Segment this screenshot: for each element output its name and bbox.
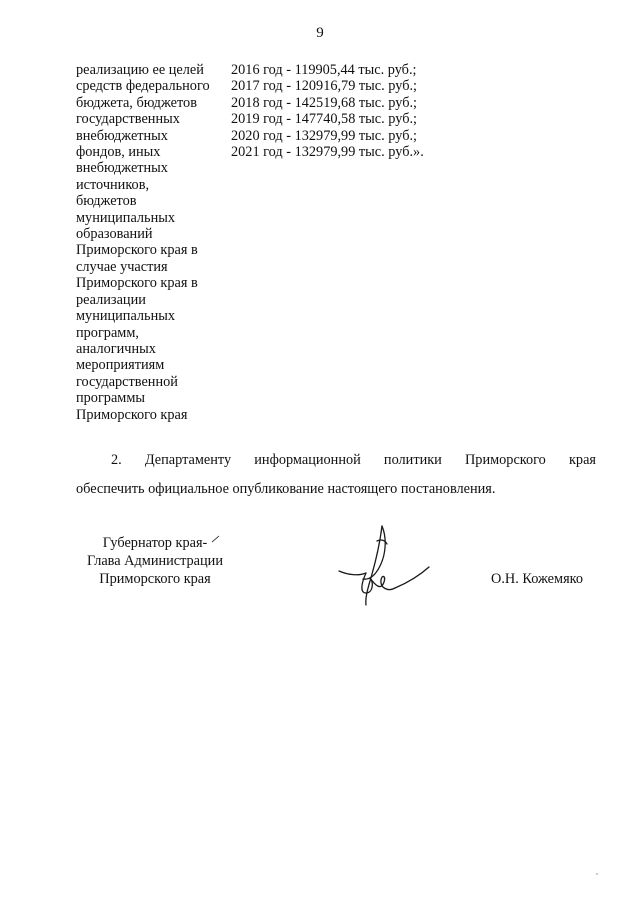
pen-tick-mark <box>211 535 221 543</box>
funding-source-line: аналогичных <box>76 340 156 357</box>
funding-source-line: государственных <box>76 111 180 128</box>
funding-source-line: внебюджетных <box>76 127 168 144</box>
funding-amount-line: 2016 год - 119905,44 тыс. руб.; <box>231 62 417 78</box>
funding-source-line: программы <box>76 390 146 407</box>
publication-order-paragraph: 2. Департаменту информационной политики Приморского края <box>111 452 596 468</box>
funding-source-line: средств федерального <box>76 78 210 95</box>
funding-source-line: случае участия <box>76 258 168 275</box>
funding-source-line: Приморского края <box>76 406 188 423</box>
funding-source-line: бюджетов <box>76 193 137 210</box>
funding-source-line: программ, <box>76 324 139 341</box>
funding-amount-line: 2017 год - 120916,79 тыс. руб.; <box>231 78 418 95</box>
funding-source-line: бюджета, бюджетов <box>76 94 197 111</box>
funding-amount-line: 2018 год - 142519,68 тыс. руб.; <box>231 94 418 111</box>
funding-amounts-by-year <box>231 62 424 160</box>
funding-source-line: муниципальных <box>76 209 175 226</box>
funding-source-line: реализации <box>76 291 146 308</box>
signatory-title-line: Глава Администрации <box>87 553 223 569</box>
funding-source-line: источников, <box>76 176 150 193</box>
funding-source-line: государственной <box>76 373 178 390</box>
funding-source-line: Приморского края в <box>76 242 198 259</box>
funding-amount-line: 2021 год - 132979,99 тыс. руб.». <box>231 144 424 161</box>
funding-amount-line: 2020 год - 132979,99 тыс. руб.; <box>231 127 418 144</box>
signatory-title-line: Приморского края <box>99 571 211 587</box>
funding-amount-line: 2019 год - 147740,58 тыс. руб.; <box>231 111 418 128</box>
funding-source-line: образований <box>76 226 153 243</box>
funding-source-line: фондов, иных <box>76 144 161 161</box>
funding-source-line: Приморского края в <box>76 275 198 292</box>
funding-source-line: реализацию ее целей <box>76 62 204 78</box>
scan-speck <box>596 873 598 875</box>
funding-source-line: внебюджетных <box>76 160 168 177</box>
handwritten-signature <box>330 522 445 614</box>
publication-order-continuation: обеспечить официальное опубликование настоящего постановления. <box>76 481 496 497</box>
signatory-name: О.Н. Кожемяко <box>491 571 584 587</box>
page-number: 9 <box>316 25 324 41</box>
funding-source-description <box>76 62 236 423</box>
signatory-title-line: Губернатор края- <box>102 535 208 551</box>
funding-source-line: мероприятиям <box>76 357 165 374</box>
funding-source-line: муниципальных <box>76 308 175 325</box>
